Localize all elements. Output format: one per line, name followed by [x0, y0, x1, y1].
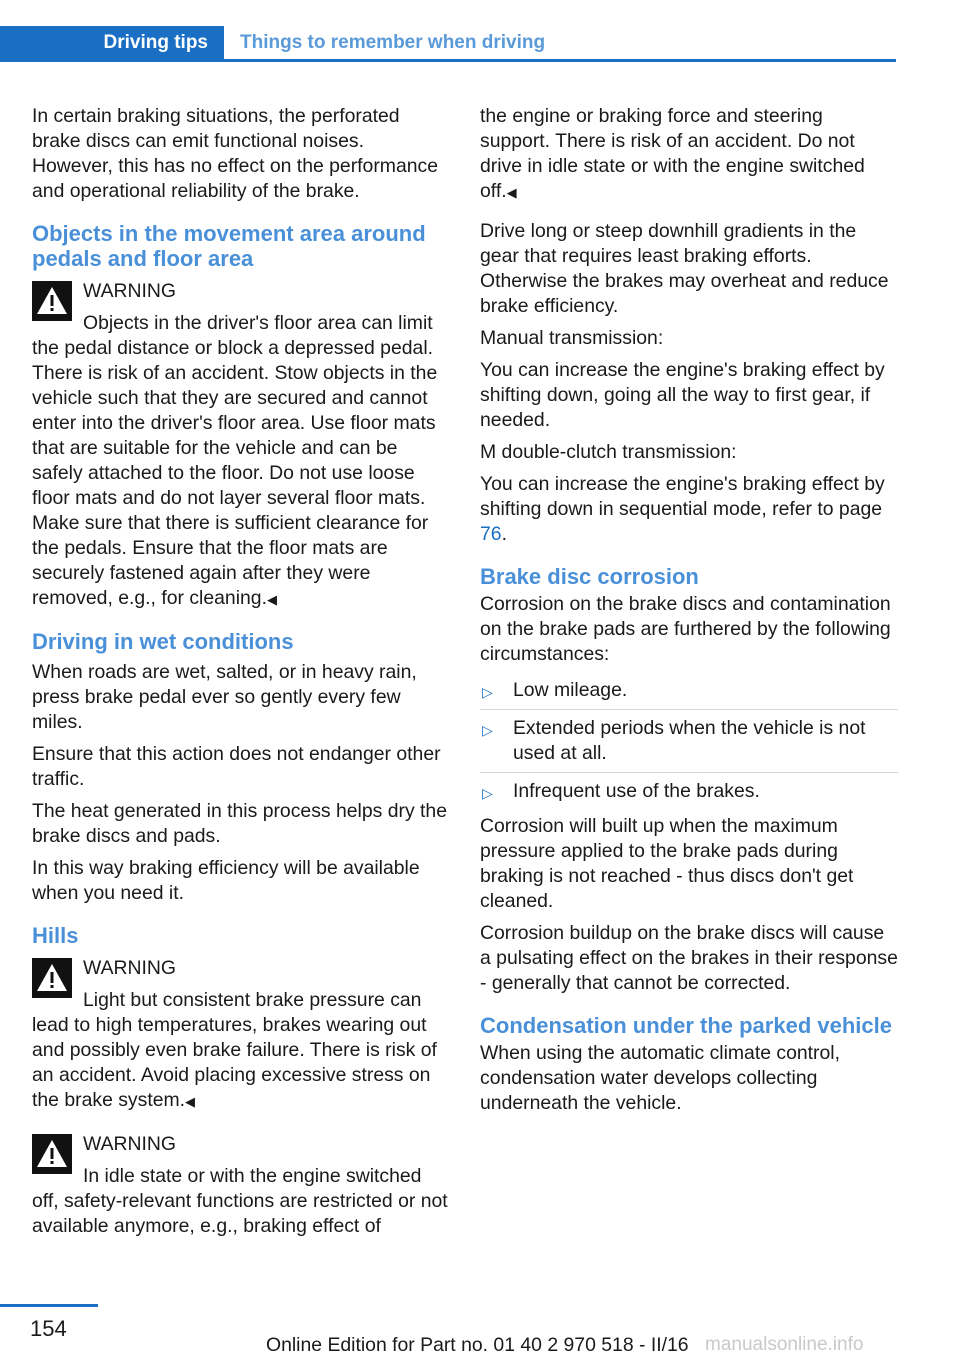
- triangle-bullet-icon: ▷: [482, 722, 493, 738]
- running-header: [0, 26, 896, 62]
- footer-rule: [0, 1304, 98, 1307]
- warning-title: WARNING: [83, 1133, 176, 1155]
- triangle-bullet-icon: ▷: [482, 785, 493, 801]
- hills-paragraph: Drive long or steep downhill gradients in the gear that requires least braking efforts. Otherwise the brakes may overheat and reduce brake efficiency.: [480, 220, 889, 317]
- condensation-paragraph: When using the automatic climate control, condensation water develops collecting underneath the vehicle.: [480, 1042, 840, 1114]
- condensation-heading: Condensation under the parked vehicle: [480, 1013, 892, 1038]
- triangle-bullet-icon: ▷: [482, 684, 493, 700]
- page-reference-link[interactable]: 76: [480, 523, 502, 545]
- manual-text: You can increase the engine's braking effect by shifting down, going all the way to first gear, if needed.: [480, 359, 885, 431]
- warning-text: Objects in the driver's floor area can limit the pedal distance or block a depressed pedal. There is risk of an accident. Stow objects in the vehicle such that they are secured and cannot enter into the driver's floor area. Use floor mats that are suitable for the vehicle and can be safely attached to the floor. Do not use loose floor mats and do not layer several floor mats. Make sure that there is sufficient clearance for the pedals. Ensure that the floor mats are securely fastened again after they were removed, e.g., for cleaning.: [32, 312, 438, 609]
- hills-warning-2: [32, 1132, 450, 1239]
- warning-icon: [32, 1134, 72, 1174]
- wet-paragraph-4: In this way braking efficiency will be available when you need it.: [32, 857, 420, 904]
- wet-paragraph-2: Ensure that this action does not endanger other traffic.: [32, 743, 441, 790]
- warning-text: In idle state or with the engine switched off, safety-relevant functions are restricted or not available anymore, e.g., braking effect of: [32, 1165, 448, 1237]
- wet-paragraph-1: When roads are wet, salted, or in heavy rain, press brake pedal ever so gently every few miles.: [32, 661, 417, 733]
- mdct-label: M double-clutch transmission:: [480, 441, 737, 463]
- corrosion-intro: Corrosion on the brake discs and contamination on the brake pads are furthered by the following circumstances:: [480, 593, 891, 665]
- warning-title: WARNING: [83, 957, 176, 979]
- corrosion-heading: Brake disc corrosion: [480, 564, 699, 589]
- header-section-tab: Driving tips: [0, 26, 224, 59]
- corrosion-paragraph-1: Corrosion will built up when the maximum pressure applied to the brake pads during braking is not reached - thus discs don't get cleaned.: [480, 815, 854, 912]
- edition-text: Online Edition for Part no. 01 40 2 970 518 - II/16: [266, 1334, 689, 1356]
- intro-paragraph: In certain braking situations, the perforated brake discs can emit functional noises. However, this has no effect on the performance and operational reliability of the brake.: [32, 105, 439, 202]
- wet-paragraph-3: The heat generated in this process helps dry the brake discs and pads.: [32, 800, 447, 847]
- hills-heading: Hills: [32, 923, 79, 948]
- objects-warning: [32, 279, 450, 612]
- header-topic-tab: Things to remember when driving: [240, 31, 546, 53]
- mdct-text: You can increase the engine's braking effect by shifting down in sequential mode, refer to page: [480, 473, 885, 520]
- end-mark-icon: ◀: [506, 185, 517, 200]
- manual-label: Manual transmission:: [480, 327, 664, 349]
- list-item: ▷ Low mileage.: [480, 674, 898, 710]
- end-mark-icon: ◀: [185, 1094, 196, 1109]
- warning-icon: [32, 958, 72, 998]
- wet-heading: Driving in wet conditions: [32, 629, 294, 654]
- right-column: [480, 104, 898, 1123]
- mdct-paragraph: You can increase the engine's braking effect by shifting down in sequential mode, refer to page 76.: [480, 473, 885, 545]
- warning-icon: [32, 281, 72, 321]
- warning-title: WARNING: [83, 280, 176, 302]
- watermark: manualsonline.info: [705, 1334, 864, 1355]
- corrosion-paragraph-2: Corrosion buildup on the brake discs will cause a pulsating effect on the brakes in their response - generally that cannot be corrected.: [480, 922, 898, 994]
- hills-continued: the engine or braking force and steering support. There is risk of an accident. Do not drive in idle state or with the engine switched off.◀: [480, 105, 865, 202]
- page-number: 154: [30, 1316, 67, 1341]
- hills-warning-1: [32, 956, 450, 1114]
- left-column: [32, 104, 450, 1246]
- warning-text: Light but consistent brake pressure can lead to high temperatures, brakes wearing out and possibly even brake failure. There is risk of an accident. Avoid placing excessive stress on the brake system.: [32, 989, 437, 1111]
- list-item: ▷ Extended periods when the vehicle is not used at all.: [480, 710, 898, 773]
- list-item: ▷ Infrequent use of the brakes.: [480, 773, 898, 810]
- corrosion-list: [480, 674, 898, 810]
- end-mark-icon: ◀: [266, 592, 277, 607]
- objects-heading: Objects in the movement area around pedals and floor area: [32, 221, 426, 271]
